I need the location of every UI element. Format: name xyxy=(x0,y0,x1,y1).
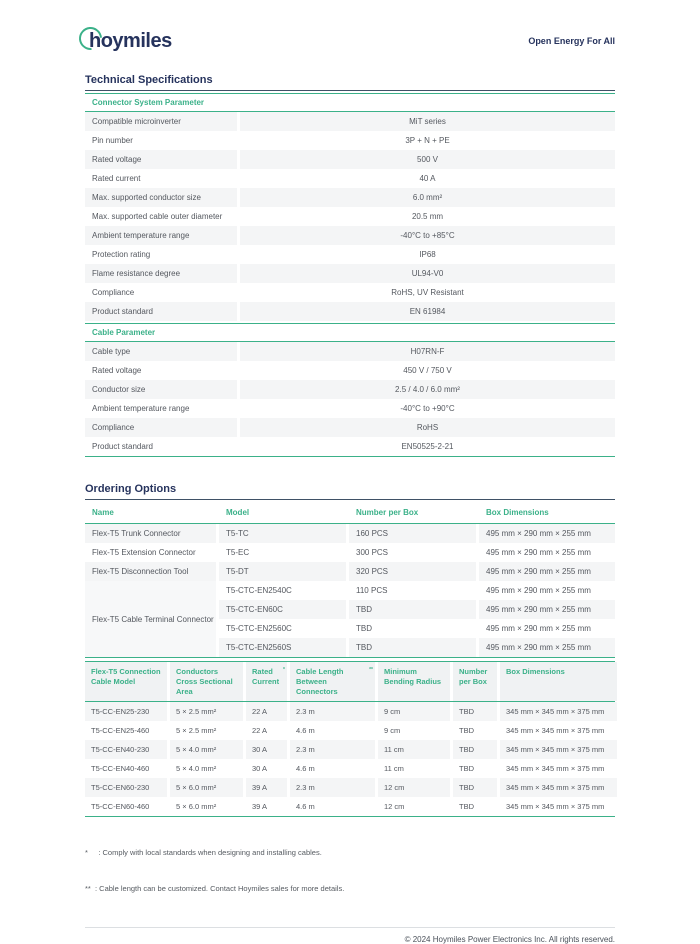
box-cell: 345 mm × 345 mm × 375 mm xyxy=(506,802,605,812)
box-cell: 495 mm × 290 mm × 255 mm xyxy=(486,624,591,633)
current-cell: 30 A xyxy=(246,740,287,759)
column-header: Cable Length Between Connectors ** xyxy=(290,662,375,701)
spec-label: Product standard xyxy=(85,302,237,321)
product-name: Flex-T5 Trunk Connector xyxy=(85,524,216,543)
qty-cell: TBD xyxy=(349,638,476,657)
column-header: Minimum Bending Radius xyxy=(378,662,450,701)
radius-cell: 12 cm xyxy=(384,802,405,812)
radius-cell: 11 cm xyxy=(378,740,450,759)
table-row xyxy=(85,437,615,456)
length-cell: 4.6 m xyxy=(296,802,315,812)
area-cell: 5 × 6.0 mm² xyxy=(176,802,217,812)
area-cell: 5 × 6.0 mm² xyxy=(170,778,243,797)
box-cell: 495 mm × 290 mm × 255 mm xyxy=(479,638,615,657)
spec-label: Max. supported cable outer diameter xyxy=(92,212,223,221)
product-name: Flex-T5 Disconnection Tool xyxy=(85,562,216,581)
spec-value: 6.0 mm² xyxy=(240,188,615,207)
table-row xyxy=(85,797,615,816)
table-row xyxy=(85,283,615,302)
table-row xyxy=(85,207,615,226)
qty-cell: 160 PCS xyxy=(349,524,476,543)
table-row xyxy=(85,740,615,759)
model-cell: T5-CTC-EN2560S xyxy=(219,638,346,657)
spec-label: Pin number xyxy=(92,136,133,145)
table-row xyxy=(85,702,615,721)
length-cell: 2.3 m xyxy=(290,740,375,759)
radius-cell: 12 cm xyxy=(378,778,450,797)
spec-value: 500 V xyxy=(240,150,615,169)
hoymiles-logo xyxy=(85,30,172,53)
technical-specifications-title: Technical Specifications xyxy=(85,74,615,91)
box-cell: 495 mm × 290 mm × 255 mm xyxy=(479,524,615,543)
table-row xyxy=(85,380,615,399)
spec-value: -40°C to +85°C xyxy=(240,226,615,245)
table-row xyxy=(85,188,615,207)
area-cell: 5 × 2.5 mm² xyxy=(170,702,243,721)
table-row xyxy=(85,543,615,562)
cable-section-header: Cable Parameter xyxy=(85,323,615,342)
box-cell: 345 mm × 345 mm × 375 mm xyxy=(500,702,617,721)
box-cell: 495 mm × 290 mm × 255 mm xyxy=(486,548,591,557)
spec-label: Compatible microinverter xyxy=(85,112,237,131)
spec-label: Protection rating xyxy=(92,250,151,259)
spec-value: 450 V / 750 V xyxy=(403,366,452,375)
current-cell: 30 A xyxy=(252,764,268,774)
spec-label: Compliance xyxy=(92,288,135,297)
connector-section-header: Connector System Parameter xyxy=(85,93,615,112)
box-cell: 495 mm × 290 mm × 255 mm xyxy=(479,600,615,619)
current-cell: 22 A xyxy=(246,702,287,721)
spec-value: MiT series xyxy=(240,112,615,131)
qty-cell: TBD xyxy=(453,702,497,721)
spec-value: EN 61984 xyxy=(240,302,615,321)
table-row xyxy=(85,342,615,361)
column-header: Rated Current * xyxy=(246,662,287,701)
spec-label: Ambient temperature range xyxy=(85,226,237,245)
length-cell: 2.3 m xyxy=(290,702,375,721)
qty-cell: 300 PCS xyxy=(356,548,389,557)
spec-label: Rated voltage xyxy=(85,150,237,169)
page-header xyxy=(85,24,615,58)
product-name: Flex-T5 Extension Connector xyxy=(92,548,196,557)
spec-value: 40 A xyxy=(419,174,436,183)
spec-label: Product standard xyxy=(92,442,153,451)
radius-cell: 11 cm xyxy=(384,764,404,774)
spec-value: 20.5 mm xyxy=(411,212,444,221)
table-row xyxy=(85,778,615,797)
table-row xyxy=(85,759,615,778)
table-row xyxy=(85,226,615,245)
qty-cell: TBD xyxy=(459,726,474,736)
spec-value: -40°C to +90°C xyxy=(400,404,455,413)
table-row xyxy=(85,399,615,418)
spec-label: Cable type xyxy=(85,342,237,361)
table-row xyxy=(85,150,615,169)
length-cell: 4.6 m xyxy=(296,764,315,774)
model-cell: T5-TC xyxy=(219,524,346,543)
model-cell: T5-CC-EN60-460 xyxy=(91,802,150,812)
spec-value: 3P + N + PE xyxy=(405,136,450,145)
qty-cell: 110 PCS xyxy=(356,586,388,595)
spec-label: Compliance xyxy=(85,418,237,437)
qty-cell: TBD xyxy=(459,802,474,812)
box-cell: 495 mm × 290 mm × 255 mm xyxy=(479,562,615,581)
spec-label: Conductor size xyxy=(85,380,237,399)
model-cell: T5-CC-EN60-230 xyxy=(85,778,167,797)
footnote-line: * : Comply with local standards when designing and installing cables. xyxy=(85,848,322,858)
radius-cell: 9 cm xyxy=(378,702,450,721)
qty-cell: TBD xyxy=(459,764,474,774)
length-cell: 2.3 m xyxy=(290,778,375,797)
connection-cable-table xyxy=(85,661,615,817)
area-cell: 5 × 4.0 mm² xyxy=(170,740,243,759)
table-row xyxy=(85,721,615,740)
column-header: Model xyxy=(226,508,250,517)
box-cell: 345 mm × 345 mm × 375 mm xyxy=(506,726,605,736)
box-cell: 345 mm × 345 mm × 375 mm xyxy=(500,740,617,759)
cable-parameter-table xyxy=(85,323,615,457)
spec-label: Rated current xyxy=(92,174,141,183)
box-cell: 345 mm × 345 mm × 375 mm xyxy=(500,778,617,797)
qty-cell: 320 PCS xyxy=(349,562,476,581)
spec-value: RoHS xyxy=(240,418,615,437)
copyright-text: © 2024 Hoymiles Power Electronics Inc. All rights reserved. xyxy=(404,935,615,944)
area-cell: 5 × 4.0 mm² xyxy=(176,764,217,774)
table-row xyxy=(85,245,615,264)
radius-cell: 9 cm xyxy=(384,726,401,736)
spec-value: EN50525-2-21 xyxy=(401,442,454,451)
brand-tagline: Open Energy For All xyxy=(528,36,615,46)
table-row xyxy=(85,418,615,437)
qty-cell: TBD xyxy=(356,624,372,633)
table-row xyxy=(85,302,615,321)
spec-value: RoHS, UV Resistant xyxy=(391,288,464,297)
table-row xyxy=(85,131,615,150)
column-header: Conductors Cross Sectional Area xyxy=(170,662,243,701)
connector-parameter-table xyxy=(85,93,615,321)
column-header: Name xyxy=(92,508,114,517)
ordering-options-title: Ordering Options xyxy=(85,483,615,500)
model-cell: T5-CC-EN25-230 xyxy=(85,702,167,721)
model-cell: T5-EC xyxy=(226,548,250,557)
table-row xyxy=(85,361,615,380)
table-row xyxy=(85,524,615,543)
ordering-table-header xyxy=(85,502,615,524)
area-cell: 5 × 2.5 mm² xyxy=(176,726,217,736)
box-cell: 345 mm × 345 mm × 375 mm xyxy=(506,764,605,774)
spec-value: H07RN-F xyxy=(240,342,615,361)
spec-label: Rated voltage xyxy=(92,366,142,375)
footnote-line: ** : Cable length can be customized. Contact Hoymiles sales for more details. xyxy=(85,884,345,894)
cable-table-header xyxy=(85,662,615,702)
qty-cell: TBD xyxy=(453,740,497,759)
current-cell: 22 A xyxy=(252,726,268,736)
footer-divider xyxy=(85,927,615,928)
spec-value: 2.5 / 4.0 / 6.0 mm² xyxy=(240,380,615,399)
footnotes xyxy=(85,823,615,919)
box-cell: 495 mm × 290 mm × 255 mm xyxy=(486,586,591,595)
column-header: Number per Box xyxy=(453,662,497,701)
model-cell: T5-DT xyxy=(219,562,346,581)
terminal-connector-group xyxy=(85,581,615,657)
spec-label: Max. supported conductor size xyxy=(85,188,237,207)
length-cell: 4.6 m xyxy=(296,726,315,736)
qty-cell: TBD xyxy=(453,778,497,797)
table-row xyxy=(85,562,615,581)
spec-value: UL94-V0 xyxy=(240,264,615,283)
column-header: Box Dimensions xyxy=(500,662,617,701)
column-header: Flex-T5 Connection Cable Model xyxy=(85,662,167,701)
product-name: Flex-T5 Cable Terminal Connector xyxy=(85,581,216,657)
ordering-table xyxy=(85,502,615,658)
table-row xyxy=(85,112,615,131)
model-cell: T5-CTC-EN2560C xyxy=(226,624,292,633)
model-cell: T5-CC-EN25-460 xyxy=(91,726,150,736)
column-header: Number per Box xyxy=(356,508,419,517)
spec-label: Ambient temperature range xyxy=(92,404,190,413)
column-header: Box Dimensions xyxy=(486,508,549,517)
current-cell: 39 A xyxy=(252,802,268,812)
spec-value: IP68 xyxy=(419,250,436,259)
current-cell: 39 A xyxy=(246,778,287,797)
qty-cell: TBD xyxy=(349,600,476,619)
model-cell: T5-CTC-EN60C xyxy=(219,600,346,619)
table-row xyxy=(85,169,615,188)
table-row xyxy=(85,264,615,283)
model-cell: T5-CC-EN40-460 xyxy=(91,764,150,774)
model-cell: T5-CC-EN40-230 xyxy=(85,740,167,759)
spec-label: Flame resistance degree xyxy=(85,264,237,283)
model-cell: T5-CTC-EN2540C xyxy=(226,586,292,595)
logo-text: hoymiles xyxy=(89,29,172,52)
